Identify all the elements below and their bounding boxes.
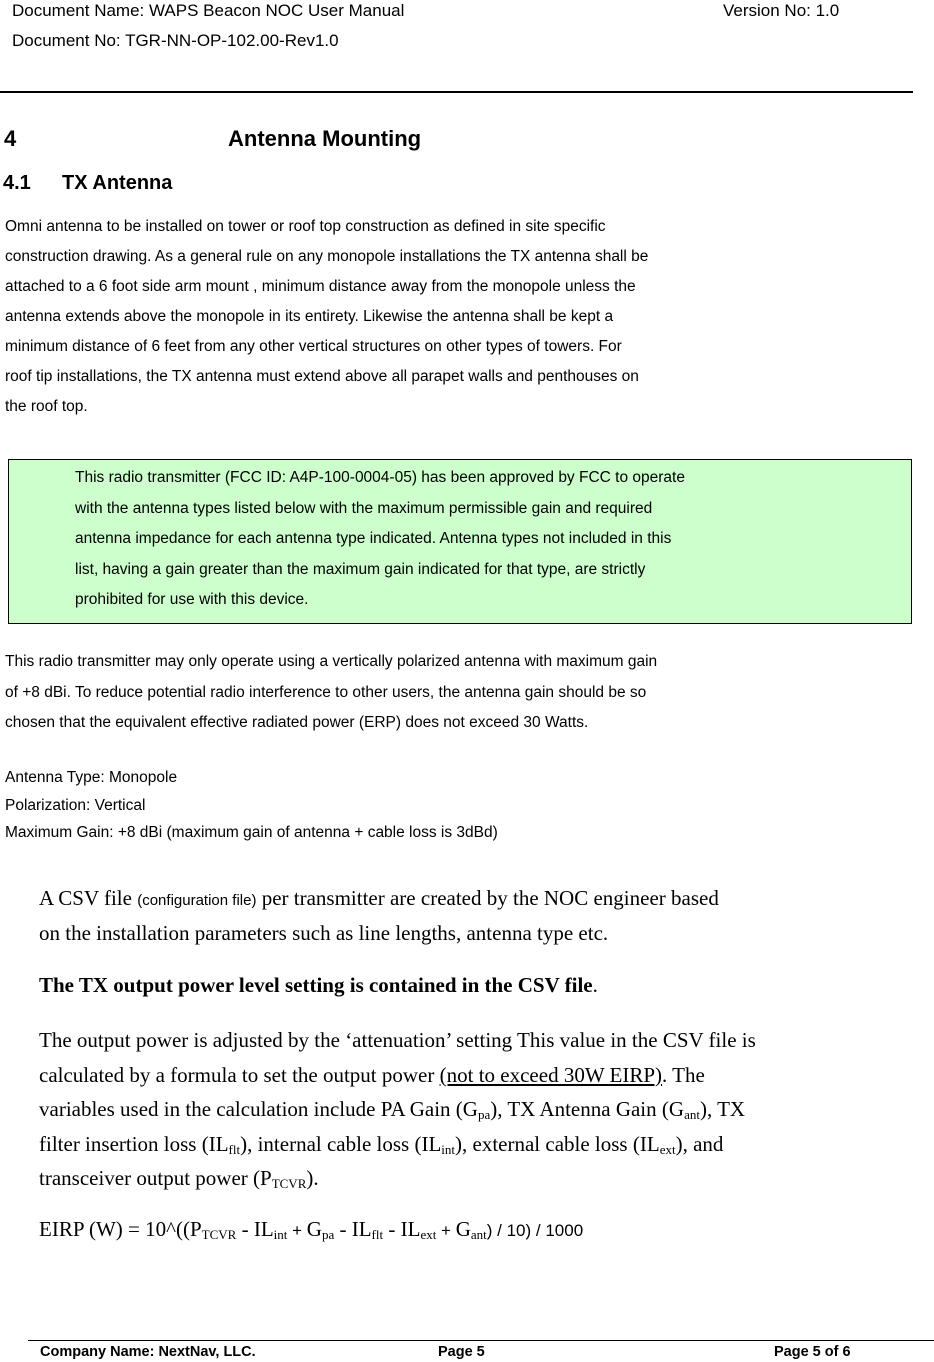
formula-sub-ext: ext [420, 1227, 437, 1242]
formula-sub-ant: ant [470, 1227, 487, 1242]
header-rule [0, 91, 913, 93]
sub-ext: ext [659, 1141, 676, 1157]
intro-line: attached to a 6 foot side arm mount , minimum distance away from the monopole unless the [5, 278, 636, 295]
section-title: Antenna Mounting [228, 126, 422, 151]
power-line-2b: . The [662, 1062, 705, 1087]
intro-line: roof tip installations, the TX antenna must extend above all parapet walls and penthouses on [5, 368, 639, 385]
section-number: 4 [4, 126, 17, 151]
formula-part: G [455, 1217, 471, 1241]
footer-page-of: Page 5 of 6 [774, 1344, 851, 1360]
formula-part: - IL [236, 1217, 274, 1241]
version-number: Version No: 1.0 [723, 1, 840, 20]
erp-line: This radio transmitter may only operate using a vertically polarized antenna with maximum gain [5, 653, 658, 670]
formula-sub-pa: pa [321, 1227, 335, 1242]
notice-line: antenna impedance for each antenna type indicated. Antenna types not included in this [75, 530, 672, 547]
power-line-3b: ), TX Antenna Gain (G [490, 1097, 685, 1121]
power-line-4c: ), external cable loss (IL [455, 1131, 660, 1156]
power-line-3a: variables used in the calculation include PA Gain (G [39, 1097, 478, 1121]
power-line-5b: ). [306, 1166, 319, 1190]
fcc-notice-text [75, 463, 905, 616]
erp-line: of +8 dBi. To reduce potential radio interference to other users, the antenna gain should be so [5, 683, 647, 701]
power-line-3c: ), TX [699, 1097, 746, 1121]
csv-bold-period: . [592, 973, 598, 997]
spec-max-gain: Maximum Gain: +8 dBi (maximum gain of antenna + cable loss is 3dBd) [5, 824, 498, 841]
eirp-formula [39, 1213, 583, 1247]
csv-line-2: on the installation parameters such as line lengths, antenna type etc. [39, 921, 609, 945]
power-line-2a: calculated by a formula to set the output power [39, 1062, 440, 1087]
power-line-5a: transceiver output power (P [39, 1166, 272, 1190]
csv-text-c: per transmitter are created by the NOC engineer based [256, 886, 719, 910]
doc-name: Document Name: WAPS Beacon NOC User Manual [12, 1, 405, 20]
formula-part: G [306, 1217, 322, 1241]
power-line-4b: ), internal cable loss (IL [240, 1131, 442, 1156]
intro-line: antenna extends above the monopole in its entirety. Likewise the antenna shall be kept a [5, 308, 614, 325]
footer-rule [28, 1340, 934, 1341]
sub-int: int [441, 1141, 456, 1157]
formula-tail: ) / 10) / 1000 [486, 1221, 584, 1240]
formula-part: - IL [334, 1217, 372, 1241]
erp-paragraph [5, 647, 915, 739]
spec-antenna-type: Antenna Type: Monopole [5, 769, 178, 786]
csv-bold-statement [39, 969, 598, 1001]
sub-ant: ant [684, 1107, 700, 1122]
subsection-number: 4.1 [3, 172, 31, 194]
sub-tcvr: TCVR [271, 1176, 307, 1191]
csv-text-a: A CSV file [39, 886, 138, 910]
doc-number: Document No: TGR-NN-OP-102.00-Rev1.0 [12, 31, 339, 50]
sub-pa: pa [477, 1107, 491, 1122]
intro-line: construction drawing. As a general rule on any monopole installations the TX antenna shall be [5, 248, 649, 265]
footer-page: Page 5 [438, 1344, 485, 1360]
intro-paragraph [5, 212, 905, 422]
power-line-4d: ), and [675, 1131, 724, 1156]
sub-flt: flt [228, 1141, 241, 1157]
csv-bold-text: The TX output power level setting is contained in the CSV file [39, 973, 593, 997]
intro-line: the roof top. [5, 398, 88, 415]
footer-company: Company Name: NextNav, LLC. [40, 1344, 256, 1360]
formula-sub-int: int [273, 1227, 288, 1242]
formula-part: EIRP (W) = 10^((P [39, 1217, 202, 1241]
csv-config-note: (configuration file) [137, 892, 257, 909]
notice-line: list, having a gain greater than the maximum gain indicated for that type, are strictly [75, 560, 646, 578]
erp-line: chosen that the equivalent effective radiated power (ERP) does not exceed 30 Watts. [5, 714, 589, 731]
antenna-specs [5, 764, 498, 847]
formula-sub-flt: flt [371, 1227, 384, 1242]
formula-plus: + [436, 1221, 456, 1240]
power-line-4a: filter insertion loss (IL [39, 1131, 229, 1156]
notice-line: prohibited for use with this device. [75, 591, 309, 608]
subsection-title: TX Antenna [62, 172, 173, 194]
csv-paragraph [39, 882, 919, 949]
notice-line: This radio transmitter (FCC ID: A4P-100-0004-05) has been approved by FCC to operate [75, 469, 685, 486]
formula-part: - IL [383, 1217, 421, 1241]
spec-polarization: Polarization: Vertical [5, 796, 146, 814]
notice-line: with the antenna types listed below with the maximum permissible gain and required [75, 499, 653, 517]
power-limit-note: (not to exceed 30W EIRP) [439, 1062, 663, 1087]
power-paragraph [39, 1023, 924, 1196]
intro-line: Omni antenna to be installed on tower or roof top construction as defined in site specific [5, 218, 606, 235]
formula-sub-tcvr: TCVR [201, 1227, 237, 1242]
formula-plus: + [287, 1221, 307, 1240]
fcc-notice-box [8, 459, 912, 624]
intro-line: minimum distance of 6 feet from any other vertical structures on other types of towers. For [5, 338, 622, 355]
power-line-1: The output power is adjusted by the ‘attenuation’ setting This value in the CSV file is [39, 1028, 756, 1052]
